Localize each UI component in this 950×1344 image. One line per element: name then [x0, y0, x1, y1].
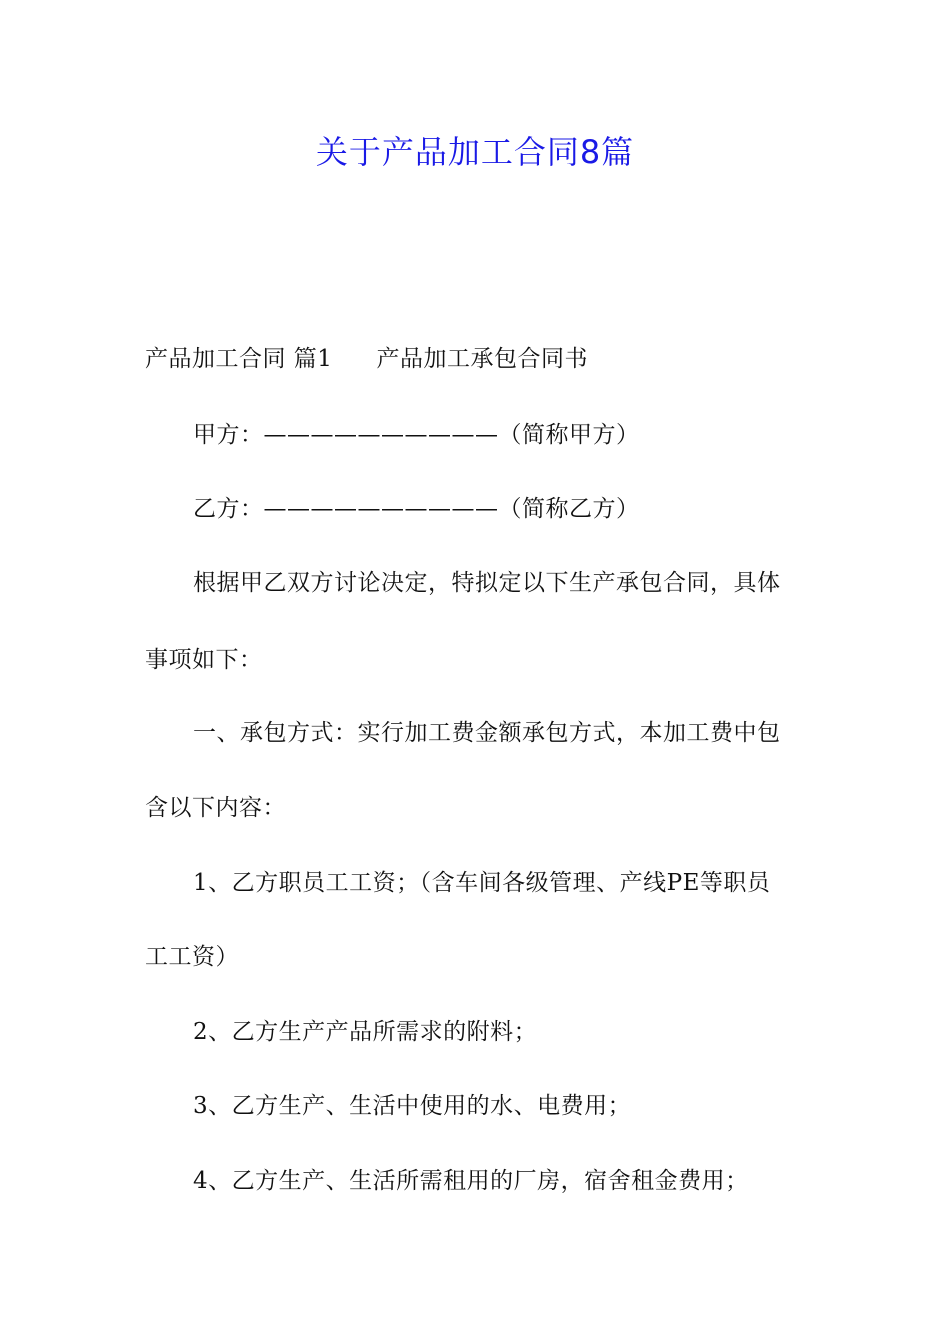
party-a-line: 甲方：——————————（简称甲方） — [193, 422, 640, 448]
document-title: 关于产品加工合同8篇 — [315, 133, 635, 171]
item-2: 2、乙方生产产品所需求的附料； — [193, 1019, 538, 1045]
contract-name: 产品加工承包合同书 — [376, 346, 588, 372]
section-heading: 产品加工合同 篇1 — [145, 346, 333, 372]
intro-paragraph-line-1: 根据甲乙双方讨论决定，特拟定以下生产承包合同，具体 — [193, 570, 781, 596]
party-b-line: 乙方：——————————（简称乙方） — [193, 496, 640, 522]
item-1-line-2: 工工资） — [145, 944, 239, 970]
item-4: 4、乙方生产、生活所需租用的厂房，宿舍租金费用； — [193, 1168, 749, 1194]
clause-1-line-1: 一、承包方式：实行加工费金额承包方式，本加工费中包 — [193, 720, 781, 746]
intro-paragraph-line-2: 事项如下： — [145, 647, 263, 673]
clause-1-line-2: 含以下内容： — [145, 795, 286, 821]
item-3: 3、乙方生产、生活中使用的水、电费用； — [193, 1093, 632, 1119]
item-1-line-1: 1、乙方职员工工资；（含车间各级管理、产线PE等职员 — [193, 870, 771, 896]
section-heading-line — [145, 344, 810, 374]
